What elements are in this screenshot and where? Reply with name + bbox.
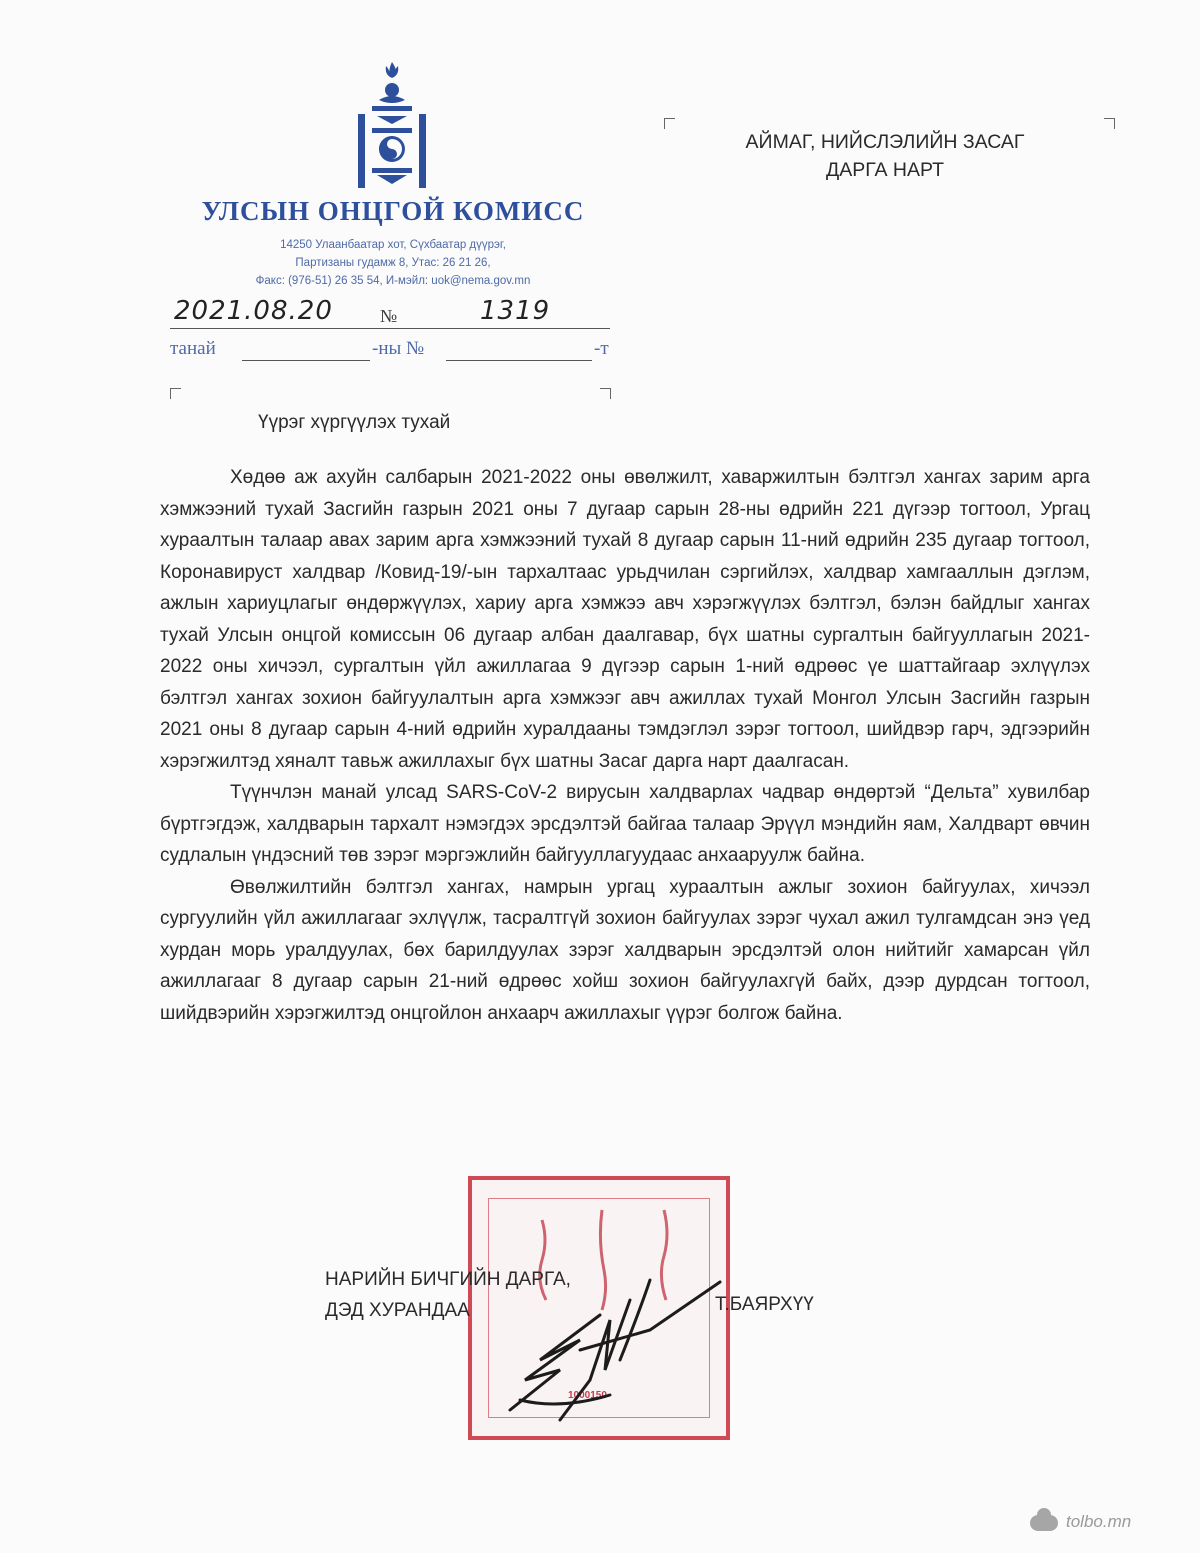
body-paragraph: Өвөлжилтийн бэлтгэл хангах, намрын ургац хураалтын ажлыг зохион байгуулах, хичээл сургуулийн үйл ажиллагааг эхлүүлж, тасралтгүй зохион байгуулах зэрэг чухал ажил тулгамдсан энэ үед хурдан морь уралдуулах, бөх барилдуулах зэрэг халдварын эрсдэлтэй олон нийтийг хамарсан үйл ажиллагааг 8 дугаар сарын 21-ний өдрөөс хойш зохион байгуулахгүй байх, дээр дурдсан тогтоол, шийдвэрийн хэрэгжилтэд онцгойлон анхаарч ажиллахыг үүрэг болгож байна.: [160, 876, 1090, 1024]
recipient-block: [690, 128, 1080, 184]
contact-line: Факс: (976-51) 26 35 54, И-мэйл: uok@nema.gov.mn: [255, 275, 531, 287]
reference-line: [170, 338, 620, 368]
number-label: №: [380, 306, 398, 326]
cloud-logo-icon: [1030, 1515, 1058, 1531]
letter-number: 1319: [480, 296, 551, 326]
signer-title-line: НАРИЙН БИЧГИЙН ДАРГА,: [325, 1269, 571, 1290]
bracket-corner: [170, 388, 181, 399]
watermark-text: tolbo.mn: [1066, 1512, 1132, 1531]
address-line: Партизаны гудамж 8, Утас: 26 21 26,: [295, 257, 491, 269]
stamp-number: 1000150: [568, 1390, 607, 1401]
date-number-line: [170, 296, 610, 336]
body-paragraph: Хөдөө аж ахуйн салбарын 2021-2022 оны өвөлжилт, хаваржилтын бэлтгэл хангах зарим арга хэмжээний тухай Засгийн газрын 2021 оны 7 дугаар сарын 28-ны өдрийн 221 дүгээр тогтоол, Ургац хураалтын талаар авах зарим арга хэмжээний тухай 8 дугаар сарын 11-ний өдрийн 235 дугаар тогтоол, Коронавируст халдвар /Ковид-19/-ын тархалтаас урьдчилан сэргийлэх, халдвар хамгааллын дэглэм, ажлын хариуцлагыг өндөржүүлэх, хариу арга хэмжээ авч хэрэгжүүлэх бэлтгэл, бэлэн байдлыг хангах тухай Улсын онцгой комиссын 06 дугаар албан даалгавар, бүх шатны сургалтын байгууллагын 2021-2022 оны хичээл, сургалтын үйл ажиллагаа 9 дүгээр сарын 1-ний өдрөөс үе шаттайгаар эхлүүлэх бэлтгэл хангах зохион байгуулалтын арга хэмжээг авч ажиллах тухай Монгол Улсын Засгийн газрын 2021 оны 8 дугаар сарын 4-ний өдрийн хуралдааны тэмдэглэл зэрэг тогтоол, шийдвэр гарч, эдгээрийн хэрэгжилтэд хяналт тавьж ажиллахыг бүх шатны Засаг дарга нарт даалгасан.: [160, 467, 1090, 772]
bracket-corner: [600, 388, 611, 399]
address-line: 14250 Улаанбаатар хот, Сүхбаатар дүүрэг,: [280, 239, 506, 251]
soyombo-emblem-icon: [352, 60, 432, 190]
signer-name: Т.БАЯРХҮҮ: [715, 1294, 814, 1315]
watermark: [1030, 1512, 1131, 1532]
ref-blank: [242, 360, 370, 361]
ref-suffix: -т: [594, 338, 609, 359]
ref-middle: -ны №: [372, 338, 425, 359]
organization-name: УЛСЫН ОНЦГОЙ КОМИСС: [201, 196, 585, 226]
bracket-corner: [664, 118, 675, 129]
bracket-corner: [1104, 118, 1115, 129]
divider: [170, 328, 610, 329]
letter-subject: Үүрэг хүргүүлэх тухай: [258, 412, 451, 433]
ref-prefix: танай: [170, 338, 216, 359]
organization-address: [198, 236, 588, 290]
recipient-line: ДАРГА НАРТ: [825, 159, 945, 181]
recipient-line: АЙМАГ, НИЙСЛЭЛИЙН ЗАСАГ: [745, 131, 1025, 153]
ref-blank: [446, 360, 592, 361]
signer-title-line: ДЭД ХУРАНДАА: [325, 1300, 470, 1321]
letter-body: [160, 462, 1090, 1029]
handwritten-signature: [500, 1260, 740, 1430]
letter-date: 2021.08.20: [174, 296, 333, 326]
body-paragraph: Түүнчлэн манай улсад SARS-CoV-2 вирусын халдварлах чадвар өндөртэй “Дельта” хувилбар бүртгэгдэж, халдварын тархалт нэмэгдэх эрсдэлтэй байгаа талаар Эрүүл мэндийн яам, Халдварт өвчин судлалын үндэсний төв зэрэг мэргэжлийн байгууллагуудаас анхааруулж байна.: [160, 782, 1090, 866]
